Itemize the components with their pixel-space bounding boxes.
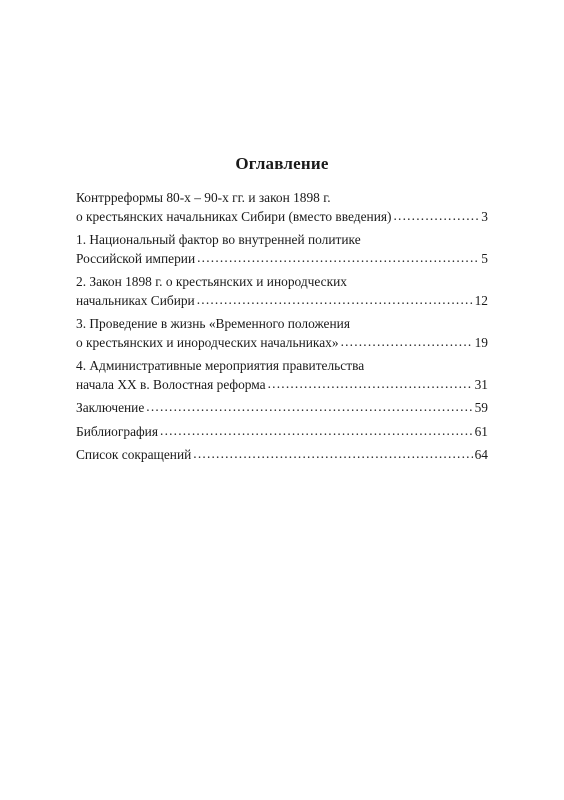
toc-page-number: 59 <box>474 400 488 415</box>
dot-leader <box>197 249 479 268</box>
toc-entry-line: 1. Национальный фактор во внутренней политике <box>76 232 361 247</box>
toc-page-number: 31 <box>474 376 488 392</box>
dot-leader <box>268 375 473 394</box>
toc-entry-conclusion <box>76 399 488 418</box>
dot-leader <box>197 291 473 310</box>
page-title: Оглавление <box>235 154 329 173</box>
toc-entry-chapter-3 <box>76 315 488 352</box>
dot-leader <box>393 207 479 226</box>
toc-entry-line: о крестьянских начальниках Сибири (вместо введения) <box>76 208 392 224</box>
toc-entry-final-line <box>76 423 488 442</box>
toc-entry-line: о крестьянских и инородческих начальниках» <box>76 334 339 350</box>
toc-entry-final-line <box>76 208 488 227</box>
toc-entry-final-line <box>76 376 488 395</box>
toc-entry-final-line <box>76 334 488 353</box>
toc-entry-bibliography <box>76 423 488 442</box>
toc-page-number: 64 <box>474 447 488 462</box>
toc-entry-line: Контрреформы 80-х – 90-х гг. и закон 1898 г. <box>76 190 331 205</box>
toc-entry-introduction <box>76 189 488 226</box>
toc-page-number: 19 <box>474 334 488 350</box>
toc-entry-final-line <box>76 399 488 418</box>
toc-entry-line: 4. Административные мероприятия правительства <box>76 358 365 373</box>
toc-entry-line: Российской империи <box>76 250 196 266</box>
dot-leader <box>341 333 473 352</box>
toc-entry-line: Заключение <box>76 400 145 415</box>
toc-entry-line: Библиография <box>76 423 159 439</box>
toc-entry-line: начальниках Сибири <box>76 292 195 308</box>
toc-page-number: 3 <box>481 208 488 224</box>
dot-leader <box>146 398 472 417</box>
toc-entry-chapter-4 <box>76 357 488 394</box>
toc-page-number: 61 <box>474 423 488 439</box>
toc-entry-line: начала XX в. Волостная реформа <box>76 376 266 392</box>
toc-page-number: 12 <box>474 292 488 308</box>
dot-leader <box>193 445 472 464</box>
toc-entry-final-line <box>76 446 488 465</box>
toc-entry-chapter-2 <box>76 273 488 310</box>
toc-entry-chapter-1 <box>76 231 488 268</box>
toc-entry-abbreviations <box>76 446 488 465</box>
toc-entry-final-line <box>76 292 488 311</box>
toc-entry-line: 3. Проведение в жизнь «Временного положения <box>76 316 350 331</box>
toc-entry-line: Список сокращений <box>76 447 192 462</box>
toc-entry-line: 2. Закон 1898 г. о крестьянских и инородческих <box>76 274 347 289</box>
dot-leader <box>160 422 473 441</box>
toc-entry-final-line <box>76 250 488 269</box>
toc-page-number: 5 <box>481 250 488 266</box>
table-of-contents <box>76 189 488 470</box>
